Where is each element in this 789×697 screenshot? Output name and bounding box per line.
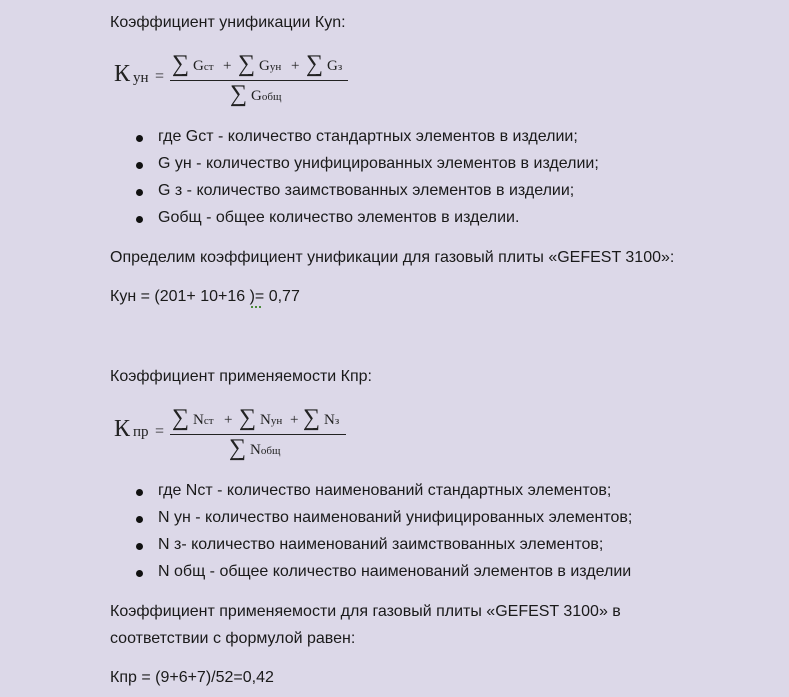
list-item: где Gст - количество стандартных элементов в изделии;: [158, 128, 578, 145]
bullet-icon: [136, 189, 143, 196]
sigma-3: ∑: [306, 51, 324, 77]
plus-1: +: [224, 412, 233, 428]
formula-lhs-k: К: [114, 61, 131, 87]
num-term-2: G: [259, 58, 270, 74]
num-term-3: N: [324, 412, 335, 428]
list-item: N з- количество наименований заимствованных элементов;: [158, 536, 604, 553]
bullet-icon: [136, 489, 143, 496]
spellcheck-underline: [251, 306, 263, 308]
num-term-3: G: [327, 58, 338, 74]
bullet-icon: [136, 162, 143, 169]
sigma-den: ∑: [229, 435, 247, 461]
sigma-den: ∑: [230, 81, 248, 107]
intro-applicability-line2: соответствии с формулой равен:: [110, 630, 356, 647]
num-term-2-sub: ун: [270, 415, 283, 427]
sigma-2: ∑: [239, 405, 257, 431]
formula-lhs-k: К: [114, 416, 131, 442]
num-term-1-sub: ст: [203, 61, 214, 73]
den-term: N: [250, 442, 261, 458]
num-term-1: G: [193, 58, 204, 74]
num-term-1-sub: ст: [203, 415, 214, 427]
num-term-2-sub: ун: [269, 61, 282, 73]
plus-2: +: [290, 412, 299, 428]
list-item: G ун - количество унифицированных элементов в изделии;: [158, 155, 599, 172]
heading-unification: Коэффициент унификации Куn:: [110, 14, 346, 31]
plus-1: +: [223, 58, 232, 74]
list-item: N ун - количество наименований унифицированных элементов;: [158, 509, 633, 526]
formula-lhs-sub: пр: [133, 424, 149, 440]
intro-applicability-line1: Коэффициент применяемости для газовый плиты «GEFEST 3100» в: [110, 603, 621, 620]
sigma-1: ∑: [172, 405, 190, 431]
num-term-2: N: [260, 412, 271, 428]
result-unification: Кун = (201+ 10+16 )= 0,77: [110, 288, 300, 305]
heading-applicability: Коэффициент применяемости Кпр:: [110, 368, 372, 385]
fraction-bar: [170, 434, 346, 435]
intro-unification: Определим коэффициент унификации для газовый плиты «GEFEST 3100»:: [110, 249, 675, 266]
bullet-icon: [136, 516, 143, 523]
list-item: где Nст - количество наименований стандартных элементов;: [158, 482, 612, 499]
sigma-2: ∑: [238, 51, 256, 77]
den-term: G: [251, 88, 262, 104]
num-term-3-sub: з: [334, 415, 340, 427]
den-term-sub: общ: [261, 91, 282, 103]
bullet-icon: [136, 216, 143, 223]
fraction-bar: [170, 80, 348, 81]
list-item: G з - количество заимствованных элементов в изделии;: [158, 182, 575, 199]
list-item: N общ - общее количество наименований элементов в изделии: [158, 563, 632, 580]
sigma-1: ∑: [172, 51, 190, 77]
bullet-icon: [136, 135, 143, 142]
list-item: Gобщ - общее количество элементов в изделии.: [158, 209, 520, 226]
den-term-sub: общ: [260, 445, 281, 457]
plus-2: +: [291, 58, 300, 74]
formula-equals: =: [155, 68, 165, 85]
num-term-3-sub: з: [337, 61, 343, 73]
result-applicability: Кпр = (9+6+7)/52=0,42: [110, 669, 274, 686]
bullet-icon: [136, 543, 143, 550]
formula-equals: =: [155, 423, 165, 440]
num-term-1: N: [193, 412, 204, 428]
formula-lhs-sub: ун: [133, 70, 149, 86]
bullet-icon: [136, 570, 143, 577]
sigma-3: ∑: [303, 405, 321, 431]
